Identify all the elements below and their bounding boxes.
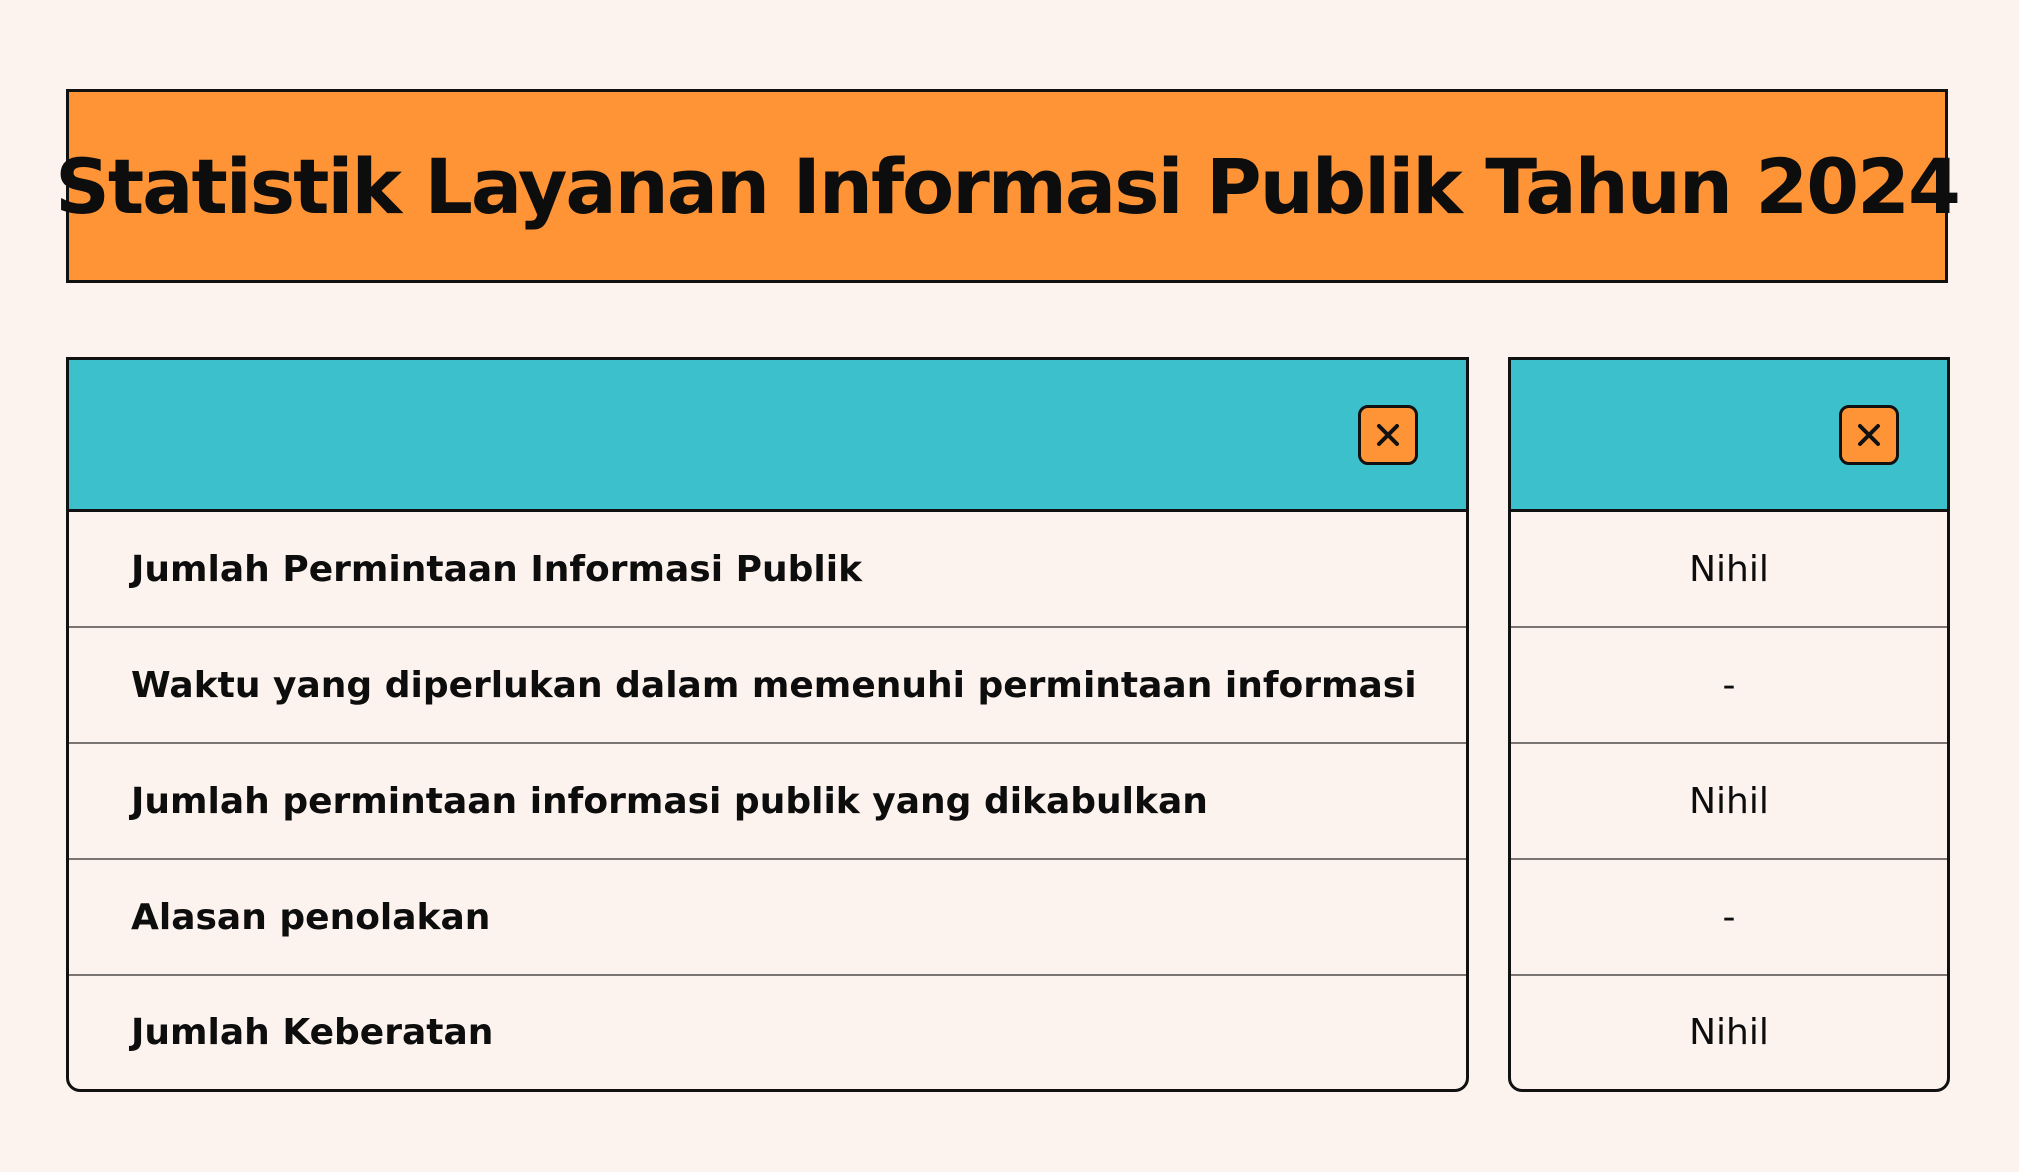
table-row [69,860,1466,976]
row-value: - [1722,664,1736,706]
table-row [69,744,1466,860]
row-label: Jumlah permintaan informasi publik yang dikabulkan [131,780,1208,822]
page-title: Statistik Layanan Informasi Publik Tahun 2024 [55,141,1959,231]
row-label: Alasan penolakan [131,896,491,938]
values-panel-header [1511,360,1947,512]
labels-panel [66,357,1469,1092]
row-label: Waktu yang diperlukan dalam memenuhi permintaan informasi [131,664,1417,706]
close-icon [1375,422,1401,448]
table-row [69,512,1466,628]
row-value: Nihil [1689,1012,1769,1053]
table-row [1511,628,1947,744]
table-row [1511,512,1947,628]
close-icon [1856,422,1882,448]
row-value: Nihil [1689,780,1769,822]
labels-panel-header [69,360,1466,512]
table-row [69,976,1466,1089]
row-label: Jumlah Permintaan Informasi Publik [131,548,863,590]
values-panel-close-button[interactable] [1839,405,1899,465]
table-row [1511,976,1947,1089]
table-row [1511,744,1947,860]
table-row [1511,860,1947,976]
row-label: Jumlah Keberatan [131,1012,494,1053]
values-panel [1508,357,1950,1092]
table-row [69,628,1466,744]
labels-panel-close-button[interactable] [1358,405,1418,465]
row-value: - [1722,896,1736,938]
title-banner [55,89,1959,283]
row-value: Nihil [1689,548,1769,590]
